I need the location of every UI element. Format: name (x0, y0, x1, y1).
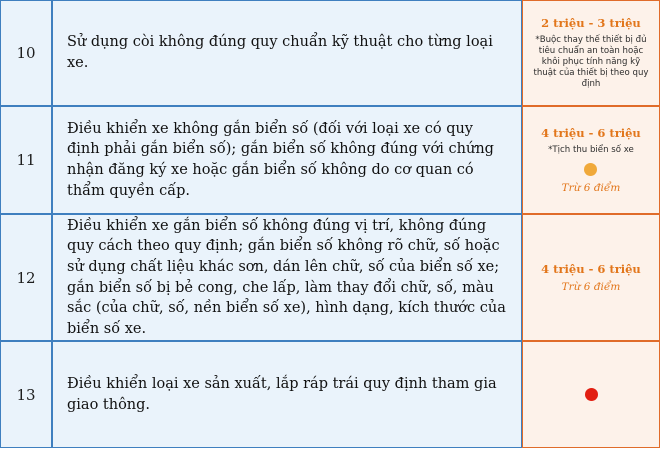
points-deduction: Trừ 6 điểm (561, 181, 621, 194)
row-number-cell (0, 106, 52, 214)
row-description-cell (52, 214, 522, 341)
fine-amount: 4 triệu - 6 triệu (541, 126, 641, 141)
row-penalty-cell (522, 341, 660, 448)
row-description: Sử dụng còi không đúng quy chuẩn kỹ thuật cho từng loại xe. (67, 34, 493, 71)
row-penalty-cell (522, 106, 660, 214)
penalty-note: *Tịch thu biển số xe (548, 145, 634, 156)
row-number-cell (0, 214, 52, 341)
status-dot-orange-icon (584, 163, 597, 176)
row-description-cell (52, 341, 522, 448)
row-description-cell (52, 0, 522, 106)
fine-amount: 4 triệu - 6 triệu (541, 262, 641, 277)
points-deduction: Trừ 6 điểm (561, 280, 621, 293)
penalty-note: *Buộc thay thế thiết bị đủ tiêu chuẩn an toàn hoặc khôi phục tính năng kỹ thuật của thiết bị theo quy định (533, 34, 649, 90)
row-description-cell (52, 106, 522, 214)
row-number-cell (0, 341, 52, 448)
penalty-group (529, 16, 653, 91)
row-penalty-cell (522, 0, 660, 106)
row-description: Điều khiển xe không gắn biển số (đối với loại xe có quy định phải gắn biển số); gắn biển số không đúng với chứng nhận đăng ký xe hoặc gắn biển số không do cơ quan có thẩm quyền cấp. (67, 120, 494, 199)
row-number: 13 (16, 385, 36, 404)
row-number: 12 (16, 268, 36, 287)
status-dot-red-icon (585, 388, 598, 401)
fine-amount: 2 triệu - 3 triệu (541, 15, 641, 30)
row-number: 10 (16, 44, 36, 62)
penalty-group (541, 126, 641, 193)
table-row (0, 214, 660, 341)
penalty-group (541, 262, 641, 293)
row-description: Điều khiển loại xe sản xuất, lắp ráp trái quy định tham gia giao thông. (67, 375, 497, 413)
row-number-cell (0, 0, 52, 106)
row-description: Điều khiển xe gắn biển số không đúng vị trí, không đúng quy cách theo quy định; gắn biển số không rõ chữ, số hoặc sử dụng chất liệu khác sơn, dán lên chữ, số của biển số xe; gắn biển số bị bẻ cong, che lấp, làm thay đổi chữ, số, màu sắc (của chữ, số, nền biển số xe), hình dạng, kích thước của biển số xe. (67, 217, 506, 337)
row-number: 11 (16, 151, 36, 169)
table-row (0, 341, 660, 448)
row-penalty-cell (522, 214, 660, 341)
table-row (0, 106, 660, 214)
penalty-group (585, 386, 598, 403)
table-row (0, 0, 660, 106)
